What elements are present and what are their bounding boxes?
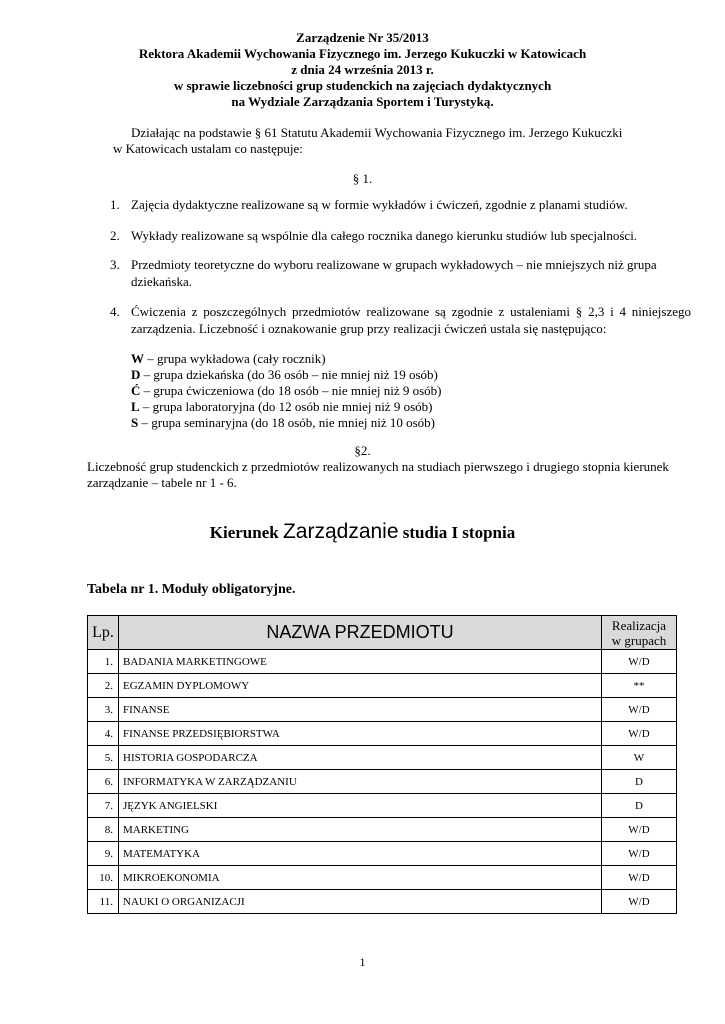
cell-name: NAUKI O ORGANIZACJI (119, 890, 602, 914)
doc-issuer: Rektora Akademii Wychowania Fizycznego im. Jerzego Kukuczki w Katowicach (138, 46, 587, 61)
table-header-row (88, 616, 677, 650)
doc-subject: w sprawie liczebności grup studenckich na zajęciach dydaktycznych (173, 78, 552, 93)
cell-name: FINANSE PRZEDSIĘBIORSTWA (119, 722, 602, 746)
cell-name: MATEMATYKA (119, 842, 602, 866)
group-code: Ć (131, 383, 141, 398)
cell-lp: 7. (88, 794, 119, 818)
cell-realization: W/D (602, 890, 677, 914)
group-code: S (131, 415, 139, 430)
group-code: W (131, 351, 144, 366)
section-2-title: §2. (354, 443, 371, 458)
table-row (88, 890, 677, 914)
cell-name: EGZAMIN DYPLOMOWY (119, 674, 602, 698)
col-header-realization-line-2: w grupach (611, 632, 667, 648)
group-desc: – grupa dziekańska (do 36 osób – nie mniej niż 19 osób) (140, 367, 438, 382)
list-item-3-line-2: dziekańska. (131, 274, 193, 289)
table-row (88, 722, 677, 746)
table-row (88, 746, 677, 770)
cell-lp: 3. (88, 698, 119, 722)
cell-lp: 1. (88, 650, 119, 674)
cell-realization: W/D (602, 818, 677, 842)
table-row (88, 674, 677, 698)
program-heading (0, 520, 725, 544)
table-row (88, 842, 677, 866)
cell-lp: 2. (88, 674, 119, 698)
cell-lp: 10. (88, 866, 119, 890)
list-num-3: 3. (110, 257, 120, 272)
table-row (88, 698, 677, 722)
cell-lp: 8. (88, 818, 119, 842)
list-item-1: Zajęcia dydaktyczne realizowane są w formie wykładów i ćwiczeń, zgodnie z planami studiów. (131, 197, 628, 212)
page-number: 1 (359, 955, 366, 969)
table-title: Tabela nr 1. Moduły obligatoryjne. (87, 582, 296, 597)
program-heading-name: Zarządzanie (282, 520, 399, 543)
cell-name: JĘZYK ANGIELSKI (119, 794, 602, 818)
doc-date: z dnia 24 września 2013 r. (291, 62, 434, 77)
group-code: D (131, 367, 141, 382)
modules-table (87, 615, 677, 914)
list-item-3-line-1: Przedmioty teoretyczne do wyboru realizowane w grupach wykładowych – nie mniejszych niż grupa (131, 257, 657, 272)
section-2-line-1: Liczebność grup studenckich z przedmiotów realizowanych na studiach pierwszego i drugiego stopnia kierunek (87, 459, 669, 474)
list-num-2: 2. (110, 228, 120, 243)
cell-name: FINANSE (119, 698, 602, 722)
cell-lp: 6. (88, 770, 119, 794)
group-desc: – grupa seminaryjna (do 18 osób, nie mniej niż 10 osób) (138, 415, 436, 430)
cell-realization: W/D (602, 842, 677, 866)
col-header-name: NAZWA PRZEDMIOTU (119, 616, 602, 650)
cell-realization: W/D (602, 698, 677, 722)
table-row (88, 866, 677, 890)
cell-name: MIKROEKONOMIA (119, 866, 602, 890)
list-num-1: 1. (110, 197, 120, 212)
cell-realization: D (602, 794, 677, 818)
table-row (88, 650, 677, 674)
col-header-realization (602, 616, 677, 650)
cell-realization: ** (602, 674, 677, 698)
cell-lp: 9. (88, 842, 119, 866)
group-desc: – grupa laboratoryjna (do 12 osób nie mniej niż 9 osób) (139, 399, 433, 414)
cell-name: INFORMATYKA W ZARZĄDZANIU (119, 770, 602, 794)
cell-name: BADANIA MARKETINGOWE (119, 650, 602, 674)
list-item-2: Wykłady realizowane są wspólnie dla całego rocznika danego kierunku studiów lub specjalności. (131, 228, 638, 243)
cell-realization: D (602, 770, 677, 794)
list-item-4-line-2: zarządzenia. Liczebność i oznakowanie grup przy realizacji ćwiczeń ustala się następująco: (131, 321, 607, 336)
col-header-realization-line-1: Realizacja (611, 617, 667, 633)
group-desc: – grupa wykładowa (cały rocznik) (144, 351, 326, 366)
group-item (131, 383, 442, 399)
group-item (131, 367, 442, 383)
group-item (131, 351, 442, 367)
intro-line-2: w Katowicach ustalam co następuje: (113, 141, 303, 156)
doc-subject-faculty: na Wydziale Zarządzania Sportem i Turystyką. (231, 94, 494, 109)
list-num-4: 4. (110, 304, 120, 319)
cell-name: HISTORIA GOSPODARCZA (119, 746, 602, 770)
group-list (131, 351, 442, 431)
cell-lp: 5. (88, 746, 119, 770)
table-row (88, 794, 677, 818)
group-item (131, 415, 442, 431)
cell-name: MARKETING (119, 818, 602, 842)
list-item-4-line-1: Ćwiczenia z poszczególnych przedmiotów realizowane są zgodnie z ustaleniami § 2,3 i 4 niniejszego (131, 304, 691, 319)
cell-realization: W (602, 746, 677, 770)
cell-realization: W/D (602, 722, 677, 746)
doc-title: Zarządzenie Nr 35/2013 (296, 30, 429, 45)
program-heading-prefix: Kierunek (209, 523, 283, 542)
cell-lp: 11. (88, 890, 119, 914)
program-heading-suffix: studia I stopnia (398, 523, 516, 542)
group-desc: – grupa ćwiczeniowa (do 18 osób – nie mniej niż 9 osób) (140, 383, 442, 398)
table-row (88, 818, 677, 842)
cell-realization: W/D (602, 650, 677, 674)
intro-line-1: Działając na podstawie § 61 Statutu Akademii Wychowania Fizycznego im. Jerzego Kukuczki (131, 125, 623, 140)
section-2-line-2: zarządzanie – tabele nr 1 - 6. (87, 475, 237, 490)
group-code: L (131, 399, 140, 414)
cell-realization: W/D (602, 866, 677, 890)
cell-lp: 4. (88, 722, 119, 746)
table-row (88, 770, 677, 794)
section-1-title: § 1. (352, 171, 373, 186)
col-header-lp: Lp. (88, 616, 119, 650)
group-item (131, 399, 442, 415)
